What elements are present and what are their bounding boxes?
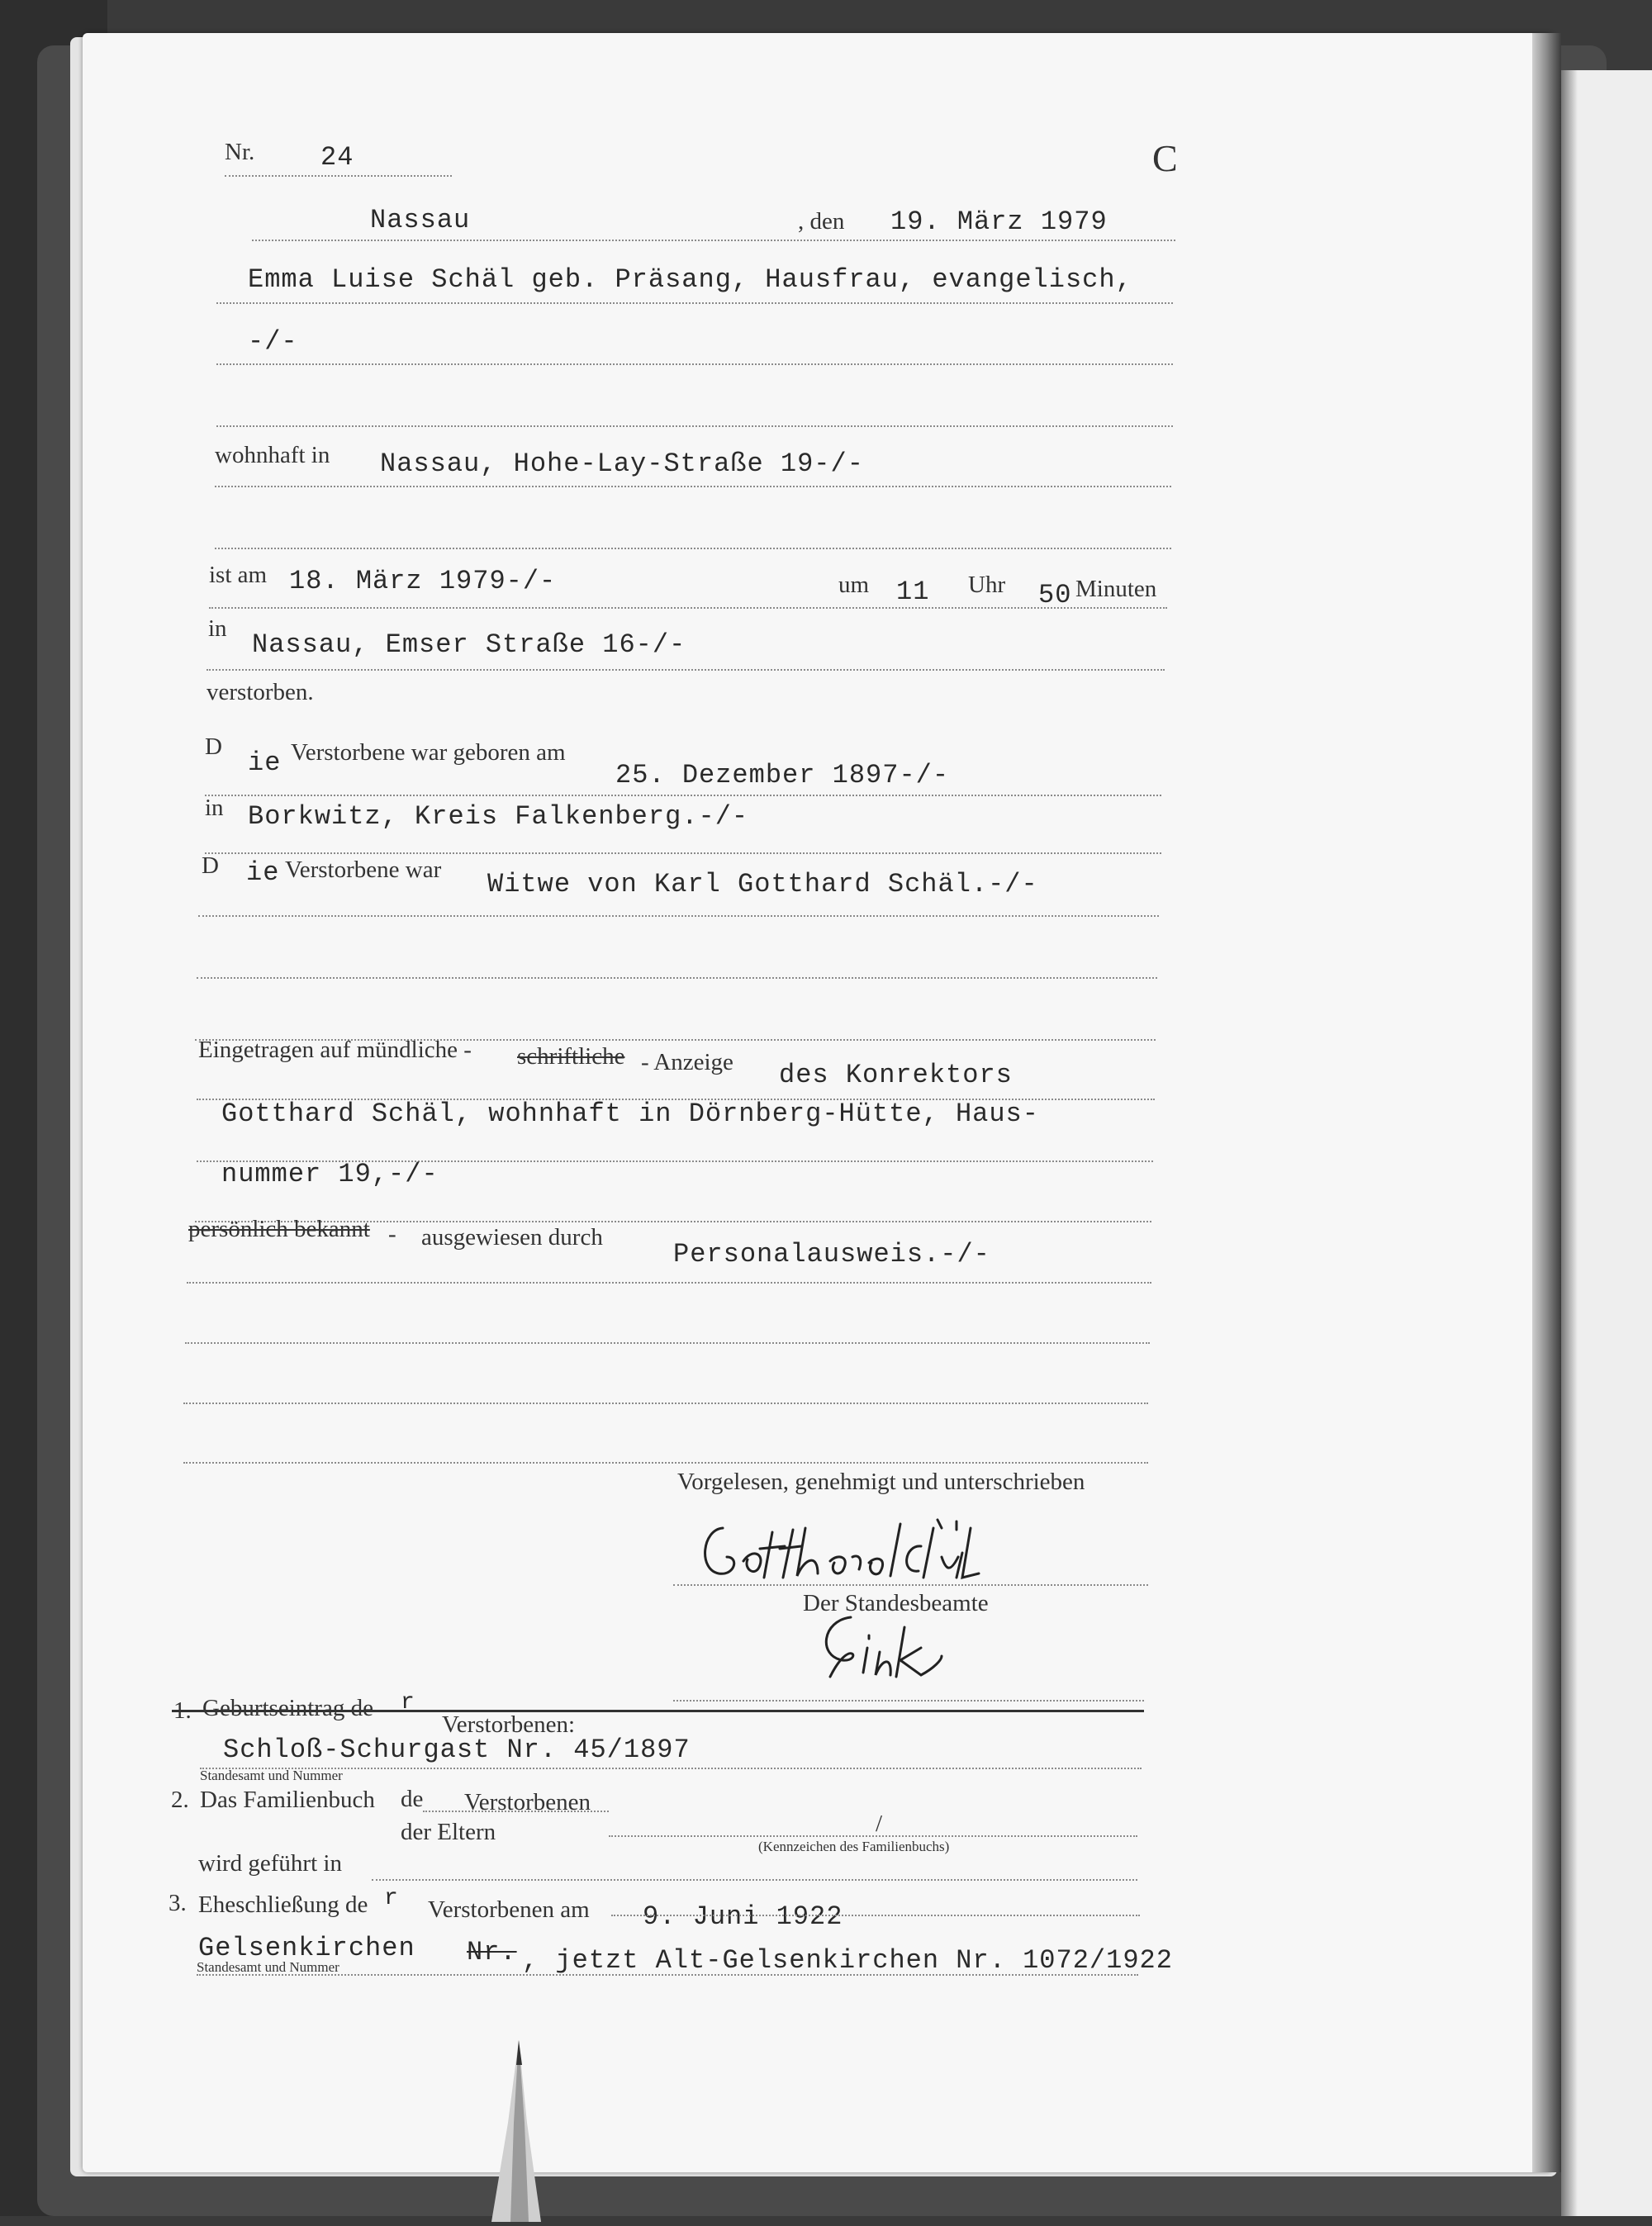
register-letter: C [1152, 137, 1178, 179]
death-date-label: ist am [209, 562, 268, 588]
birth-place-label: in [205, 795, 224, 821]
note1-label-b: Verstorbenen: [442, 1711, 576, 1738]
note2-option-deceased: Verstorbenen [464, 1789, 591, 1815]
birth-label: Verstorbene war geboren am [291, 739, 566, 766]
registrar-label: Der Standesbeamte [803, 1590, 989, 1616]
note3-label-b: Verstorbenen am [428, 1896, 590, 1923]
birth-d-suffix: ie [248, 748, 282, 778]
nr-value: 24 [320, 142, 354, 173]
um-label: um [838, 572, 870, 598]
note1-number: 1. [173, 1697, 192, 1724]
note2-wird-line [372, 1879, 1137, 1881]
birth-date: 25. Dezember 1897-/- [615, 760, 950, 790]
note3-caption: Standesamt und Nummer [197, 1959, 339, 1975]
note2-wird-label: wird geführt in [198, 1850, 342, 1877]
place: Nassau [370, 205, 471, 235]
identification-value: Personalausweis.-/- [673, 1239, 990, 1270]
uhr-label: Uhr [968, 572, 1006, 598]
book-gutter [1532, 33, 1561, 2172]
pencil-tip [479, 2040, 562, 2226]
report-value-line3: nummer 19,-/- [221, 1159, 439, 1189]
residence-line-2 [215, 548, 1171, 549]
note3-value-b: , jetzt Alt-Gelsenkirchen Nr. 1072/1922 [522, 1945, 1173, 1976]
place-date-line [252, 240, 1175, 241]
marriage-date: 9. Juni 1922 [643, 1901, 843, 1932]
death-date-line [209, 607, 1167, 609]
identification-line-1 [187, 1282, 1151, 1284]
note2-slash: / [876, 1811, 883, 1837]
informant-signature [694, 1512, 1041, 1594]
document-date: 19. März 1979 [890, 206, 1108, 237]
note1-value: Schloß-Schurgast Nr. 45/1897 [223, 1735, 691, 1765]
status-label: Verstorbene war [285, 857, 442, 883]
birth-place: Borkwitz, Kreis Falkenberg.-/- [248, 801, 749, 832]
residence-label: wohnhaft in [215, 442, 330, 468]
report-label-end: - Anzeige [641, 1049, 733, 1075]
death-minutes: 50 [1038, 580, 1072, 610]
note2-de: de [401, 1786, 424, 1812]
informant-signature-line [673, 1584, 1148, 1586]
note3-number: 3. [169, 1890, 187, 1916]
identification-label-dash: - [388, 1221, 396, 1247]
status-line-1 [198, 915, 1159, 917]
note2-option-line [423, 1811, 609, 1812]
deceased-extra-line: -/- [248, 326, 298, 357]
status-line-2 [197, 977, 1157, 979]
minuten-label: Minuten [1075, 576, 1157, 602]
status-d-suffix: ie [246, 857, 280, 888]
note3-value-a: Gelsenkirchen [198, 1933, 415, 1963]
identification-label-end: ausgewiesen durch [421, 1224, 603, 1251]
note1-caption: Standesamt und Nummer [200, 1768, 343, 1783]
registrar-signature [818, 1611, 1016, 1689]
report-value-line1: des Konrektors [779, 1060, 1013, 1090]
death-place: Nassau, Emser Straße 16-/- [252, 629, 686, 660]
status-d-label: D [202, 852, 219, 879]
note2-book-line [609, 1835, 1137, 1837]
residence-line [215, 486, 1171, 487]
death-hour: 11 [896, 577, 930, 607]
note3-value-struck: Nr. [467, 1937, 517, 1967]
nr-line [225, 175, 452, 177]
note2-option-parents: der Eltern [401, 1819, 496, 1845]
report-label-struck: schriftliche [517, 1043, 625, 1070]
note2-caption: (Kennzeichen des Familienbuchs) [758, 1839, 950, 1854]
note3-date-line [611, 1915, 1140, 1916]
note3-sup: r [384, 1886, 399, 1911]
birth-place-line [205, 852, 1161, 854]
facing-page-shadow [1561, 70, 1578, 2216]
identification-line-2 [185, 1342, 1150, 1344]
residence-value: Nassau, Hohe-Lay-Straße 19-/- [380, 449, 864, 479]
note2-number: 2. [171, 1787, 189, 1813]
report-value-line2: Gotthard Schäl, wohnhaft in Dörnberg-Hütte, Haus- [221, 1099, 1039, 1129]
note2-label: Das Familienbuch [200, 1787, 375, 1813]
note1-label-a: Geburtseintrag de [202, 1695, 373, 1721]
death-date: 18. März 1979-/- [289, 566, 557, 596]
birth-date-line [205, 795, 1161, 796]
death-place-label: in [208, 615, 227, 642]
deceased-name-line: Emma Luise Schäl geb. Präsang, Hausfrau, evangelisch, [248, 264, 1132, 295]
report-label-start: Eingetragen auf mündliche - [198, 1037, 472, 1063]
den-label: , den [798, 208, 845, 235]
note3-label-a: Eheschließung de [198, 1891, 368, 1918]
identification-label-struck: persönlich bekannt [188, 1216, 370, 1242]
name-line-3 [216, 425, 1173, 427]
name-line-2 [216, 363, 1173, 365]
verstorben-label: verstorben. [206, 679, 314, 705]
identification-line-3 [183, 1403, 1148, 1404]
name-line-1 [216, 302, 1173, 304]
read-approved-text: Vorgelesen, genehmigt und unterschrieben [677, 1469, 1085, 1495]
birth-d-label: D [205, 733, 222, 760]
note1-sup: r [401, 1690, 415, 1716]
registrar-signature-line [673, 1700, 1144, 1702]
status-value: Witwe von Karl Gotthard Schäl.-/- [487, 869, 1038, 899]
nr-label: Nr. [225, 139, 255, 165]
death-place-line [206, 669, 1165, 671]
identification-line-4 [183, 1462, 1148, 1464]
